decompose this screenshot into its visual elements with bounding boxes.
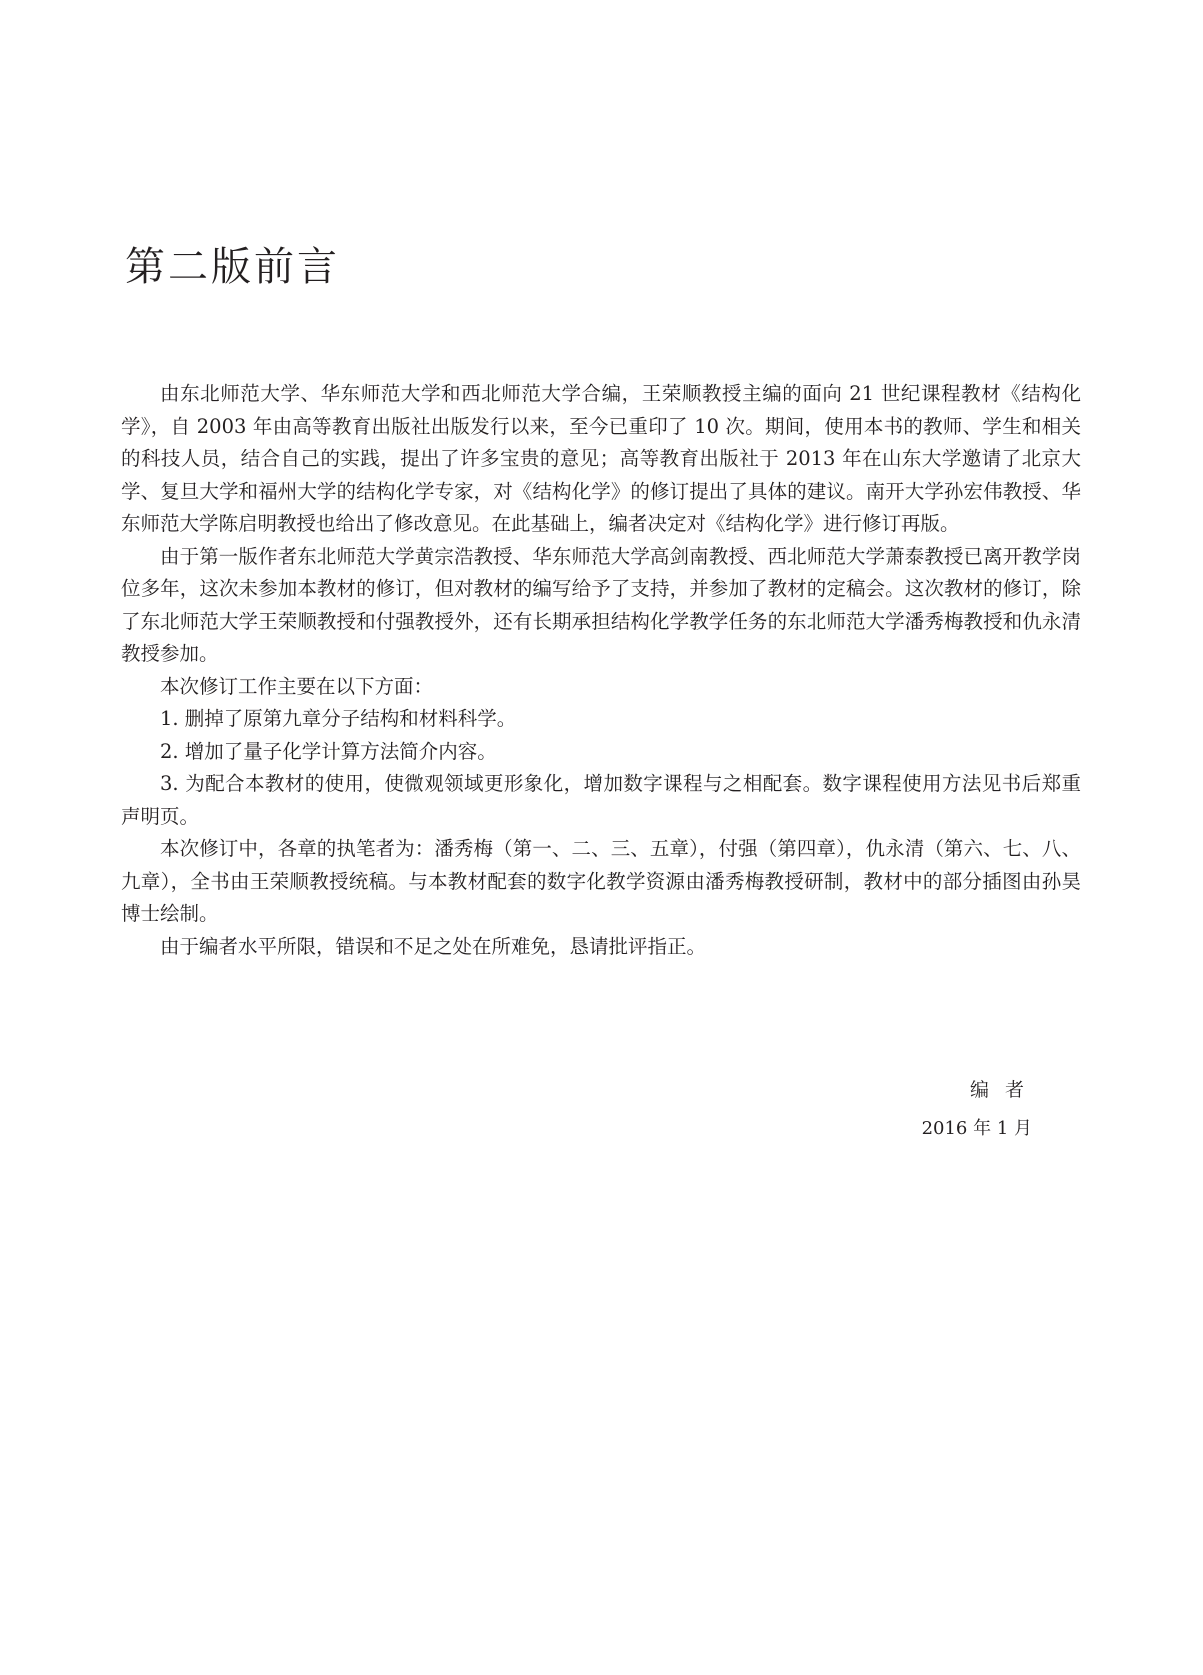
signature-author: 编者 <box>969 1079 1040 1101</box>
signature-block <box>921 1079 1040 1139</box>
revision-item-1: 1. 删掉了原第九章分子结构和材料科学。 <box>160 707 517 730</box>
paragraph-intro: 由东北师范大学、华东师范大学和西北师范大学合编，王荣顺教授主编的面向 21 世纪课程教材《结构化学》，自 2003 年由高等教育出版社出版发行以来，至今已重印了 10 次。期间，使用本书的教师、学生和相关的科技人员，结合自己的实践，提出了许多宝贵的意见；高等教育出版社于 2013 年在山东大学邀请了北京大学、复旦大学和福州大学的结构化学专家，对《结构化学》的修订提出了具体的建议。南开大学孙宏伟教授、华东师范大学陈启明教授也给出了修改意见。在此基础上，编者决定对《结构化学》进行修订再版。 <box>121 382 1081 535</box>
page-title: 第二版前言 <box>125 244 340 290</box>
paragraph-chapter-writers: 本次修订中，各章的执笔者为：潘秀梅（第一、二、三、五章），付强（第四章），仇永清（第六、七、八、九章），全书由王荣顺教授统稿。与本教材配套的数字化教学资源由潘秀梅教授研制，教材中的部分插图由孙昊博士绘制。 <box>121 837 1081 925</box>
revision-item-2: 2. 增加了量子化学计算方法简介内容。 <box>160 739 497 763</box>
preface-body <box>121 378 1081 963</box>
paragraph-revision-intro: 本次修订工作主要在以下方面： <box>160 674 434 698</box>
paragraph-authors: 由于第一版作者东北师范大学黄宗浩教授、华东师范大学高剑南教授、西北师范大学萧泰教授已离开教学岗位多年，这次未参加本教材的修订，但对教材的编写给予了支持，并参加了教材的定稿会。这次教材的修订，除了东北师范大学王荣顺教授和付强教授外，还有长期承担结构化学教学任务的东北师范大学潘秀梅教授和仇永清教授参加。 <box>121 544 1081 665</box>
signature-date: 2016 年 1 月 <box>921 1118 1032 1139</box>
paragraph-closing: 由于编者水平所限，错误和不足之处在所难免，恳请批评指正。 <box>160 934 707 958</box>
revision-item-3: 3. 为配合本教材的使用，使微观领域更形象化，增加数字课程与之相配套。数字课程使用方法见书后郑重声明页。 <box>121 772 1081 828</box>
